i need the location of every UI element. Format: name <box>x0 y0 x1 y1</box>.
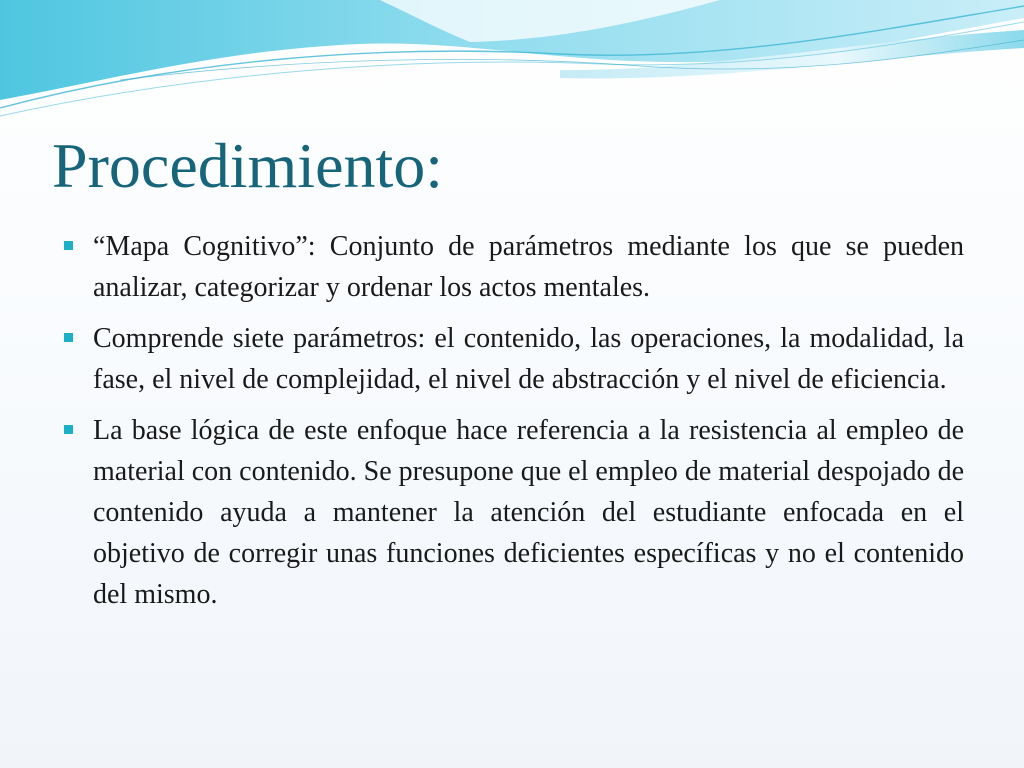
bullet-text: Comprende siete parámetros: el contenido, las operaciones, la modalidad, la fase, el nivel de complejidad, el nivel de abstracción y el nivel de eficiencia. <box>93 323 964 395</box>
bullet-item-parametros <box>60 318 964 400</box>
bullet-text: La base lógica de este enfoque hace referencia a la resistencia al empleo de material con contenido. Se presupone que el empleo de material despojado de contenido ayuda a mantener la atención del estudiante enfocada en el objetivo de corregir unas funciones deficientes específicas y no el contenido del mismo. <box>93 415 964 610</box>
square-bullet-icon <box>64 425 73 434</box>
bullet-list <box>60 226 964 625</box>
bullet-item-base-logica <box>60 410 964 615</box>
bullet-text: “Mapa Cognitivo”: Conjunto de parámetros mediante los que se pueden analizar, categorizar y ordenar los actos mentales. <box>93 231 964 303</box>
slide-title: Procedimiento: <box>52 130 444 201</box>
wave-header-decoration <box>0 0 1024 120</box>
bullet-item-mapa-cognitivo <box>60 226 964 308</box>
square-bullet-icon <box>64 333 73 342</box>
square-bullet-icon <box>64 241 73 250</box>
